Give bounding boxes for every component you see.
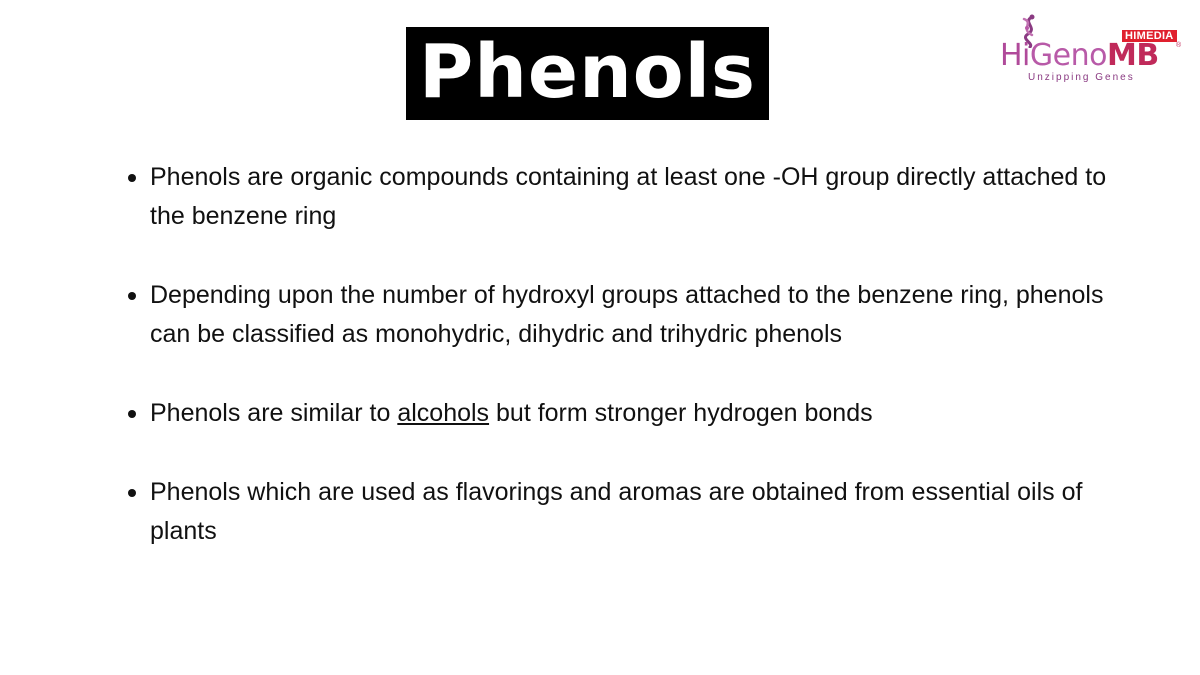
bullet-item: [126, 394, 1126, 433]
logo-wordmark: [1000, 40, 1159, 72]
higenomb-logo: [996, 14, 1186, 86]
bullet-text: Phenols which are used as flavorings and aromas are obtained from essential oils of plants: [150, 478, 1083, 545]
bullet-text: Phenols are organic compounds containing at least one -OH group directly attached to the benzene ring: [150, 163, 1107, 230]
bullet-item: [126, 276, 1126, 354]
logo-word-geno: Geno: [1029, 38, 1107, 73]
bullet-item: [126, 158, 1126, 236]
title-banner: [406, 27, 769, 120]
bullet-list: [126, 158, 1126, 591]
page-title: Phenols: [418, 28, 757, 115]
bullet-text-after: but form stronger hydrogen bonds: [489, 399, 873, 427]
bullet-text: Depending upon the number of hydroxyl groups attached to the benzene ring, phenols can be classified as monohydric, dihydric and trihydric phenols: [150, 281, 1104, 348]
logo-tagline: Unzipping Genes: [1028, 72, 1135, 83]
logo-word-mb: MB: [1106, 38, 1159, 73]
bullet-item: [126, 473, 1126, 551]
registered-mark: ®: [1176, 42, 1182, 49]
himedia-badge: HIMEDIA: [1122, 30, 1177, 42]
alcohols-link[interactable]: alcohols: [397, 399, 490, 427]
bullet-dot: [128, 292, 136, 300]
bullet-dot: [128, 489, 136, 497]
bullet-text-before: Phenols are similar to: [150, 399, 398, 427]
logo-word-hi: Hi: [1000, 38, 1030, 73]
bullet-dot: [128, 410, 136, 418]
bullet-dot: [128, 174, 136, 182]
